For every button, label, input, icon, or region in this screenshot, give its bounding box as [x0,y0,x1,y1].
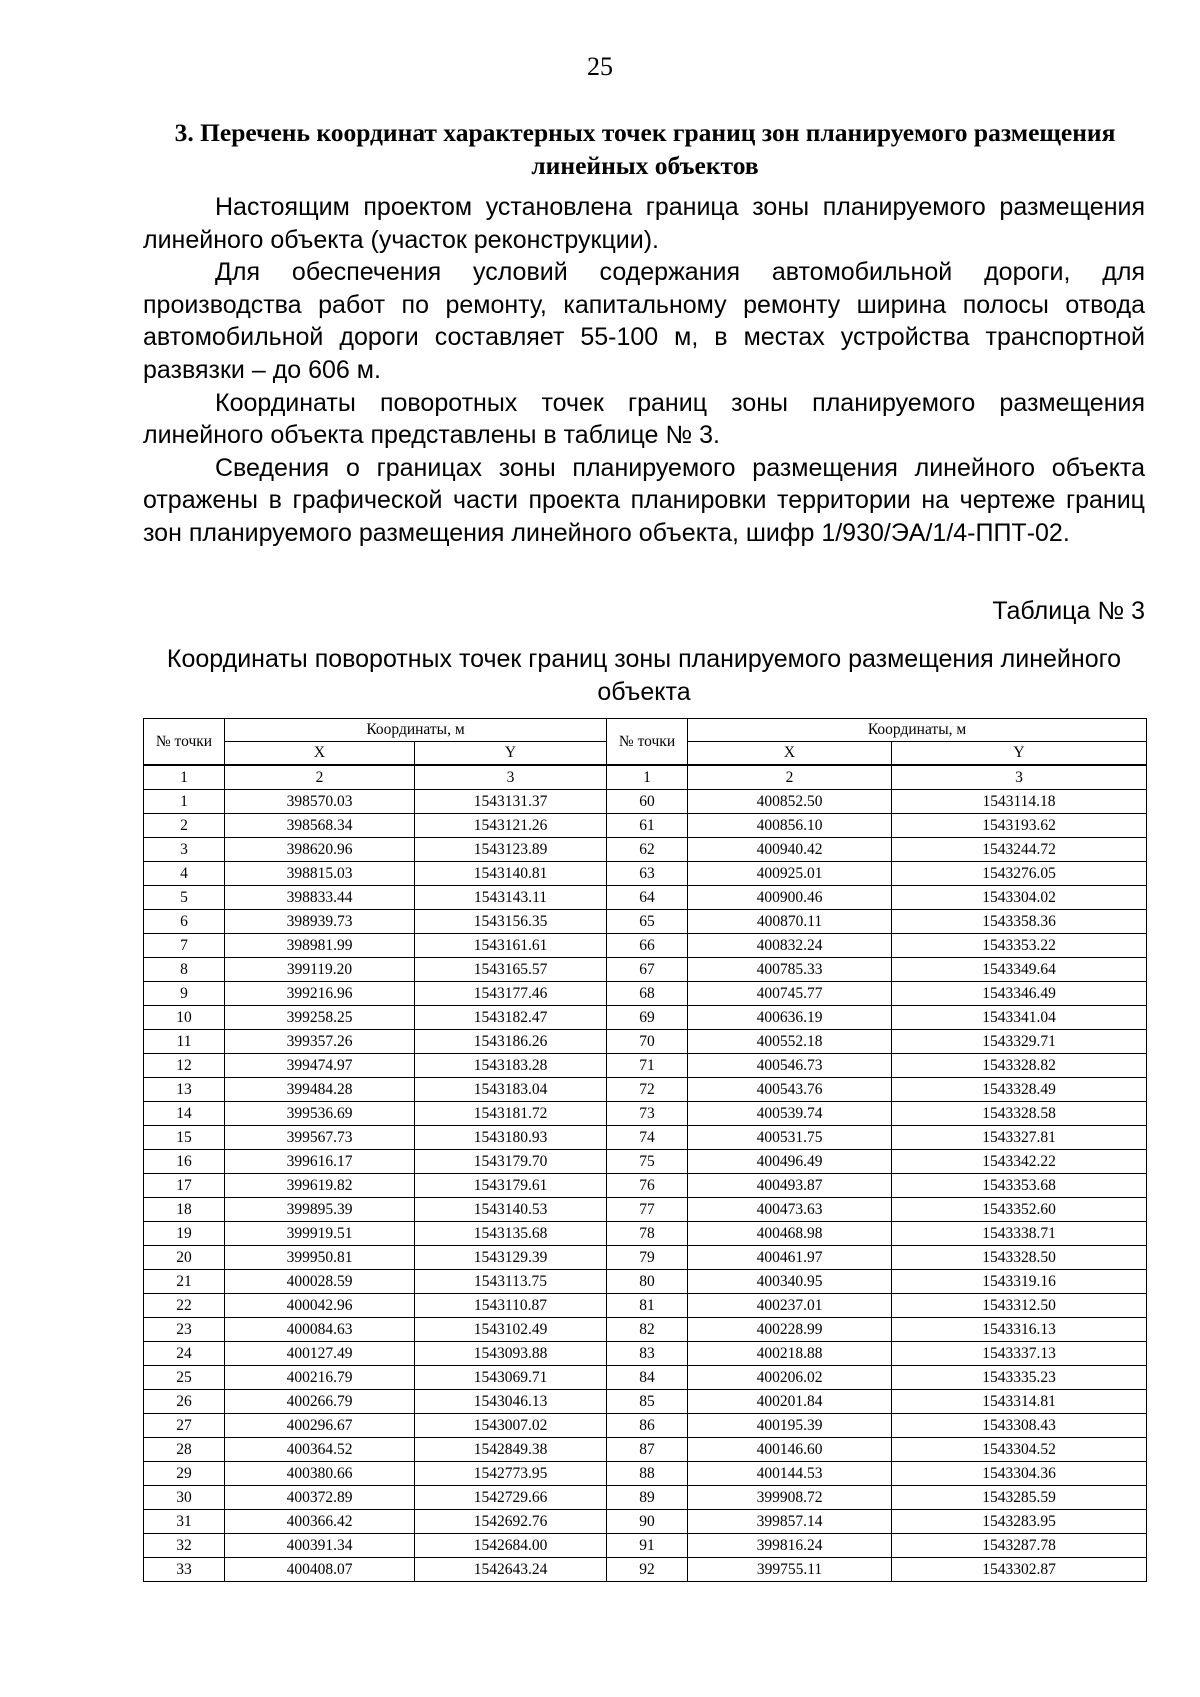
point-number: 5 [144,886,225,910]
x-coordinate: 400940.42 [688,838,892,862]
table-row [144,934,1147,958]
x-coordinate: 399619.82 [225,1174,415,1198]
point-number: 13 [144,1078,225,1102]
table-row [144,1030,1147,1054]
y-coordinate: 1543069.71 [415,1366,607,1390]
point-number: 17 [144,1174,225,1198]
point-number: 10 [144,1006,225,1030]
y-coordinate: 1543328.82 [892,1054,1147,1078]
y-coordinate: 1543143.11 [415,886,607,910]
y-coordinate: 1543177.46 [415,982,607,1006]
y-coordinate: 1543342.22 [892,1150,1147,1174]
y-coordinate: 1543183.04 [415,1078,607,1102]
x-coordinate: 398568.34 [225,814,415,838]
x-coordinate: 400201.84 [688,1390,892,1414]
y-coordinate: 1543308.43 [892,1414,1147,1438]
y-coordinate: 1543244.72 [892,838,1147,862]
y-coordinate: 1542773.95 [415,1462,607,1486]
point-number: 75 [607,1150,688,1174]
point-number: 66 [607,934,688,958]
point-number: 80 [607,1270,688,1294]
x-coordinate: 399119.20 [225,958,415,982]
point-number: 89 [607,1486,688,1510]
point-number: 3 [144,838,225,862]
table-row [144,1414,1147,1438]
y-coordinate: 1543181.72 [415,1102,607,1126]
x-coordinate: 399908.72 [688,1486,892,1510]
y-coordinate: 1543179.70 [415,1150,607,1174]
y-coordinate: 1543358.36 [892,910,1147,934]
y-coordinate: 1543114.18 [892,790,1147,814]
y-coordinate: 1543302.87 [892,1558,1147,1582]
y-coordinate: 1542692.76 [415,1510,607,1534]
x-coordinate: 400636.19 [688,1006,892,1030]
header-coords: Координаты, м [688,719,1147,742]
table-row [144,790,1147,814]
y-coordinate: 1543314.81 [892,1390,1147,1414]
section-heading: 3. Перечень координат характерных точек границ зон планируемого размещения линейных объектов [174,118,1116,180]
column-number: 1 [607,765,688,790]
table-row [144,982,1147,1006]
x-coordinate: 400832.24 [688,934,892,958]
x-coordinate: 399857.14 [688,1510,892,1534]
y-coordinate: 1543129.39 [415,1246,607,1270]
x-coordinate: 400218.88 [688,1342,892,1366]
column-number: 1 [144,765,225,790]
point-number: 87 [607,1438,688,1462]
point-number: 81 [607,1294,688,1318]
point-number: 82 [607,1318,688,1342]
paragraph: Сведения о границах зоны планируемого размещения линейного объекта отражены в графической части проекта планировки территории на чертеже границ зон планируемого размещения линейного объекта, шифр 1/930/ЭА/1/4-ППТ-02. [143,453,1145,547]
x-coordinate: 400228.99 [688,1318,892,1342]
x-coordinate: 400380.66 [225,1462,415,1486]
y-coordinate: 1543165.57 [415,958,607,982]
table-row [144,1054,1147,1078]
x-coordinate: 398570.03 [225,790,415,814]
x-coordinate: 400493.87 [688,1174,892,1198]
y-coordinate: 1543335.23 [892,1366,1147,1390]
point-number: 63 [607,862,688,886]
x-coordinate: 399357.26 [225,1030,415,1054]
point-number: 83 [607,1342,688,1366]
point-number: 9 [144,982,225,1006]
point-number: 29 [144,1462,225,1486]
table-row [144,1174,1147,1198]
x-coordinate: 400237.01 [688,1294,892,1318]
table-row [144,814,1147,838]
x-coordinate: 398939.73 [225,910,415,934]
x-coordinate: 400195.39 [688,1414,892,1438]
y-coordinate: 1543179.61 [415,1174,607,1198]
x-coordinate: 400340.95 [688,1270,892,1294]
y-coordinate: 1543328.58 [892,1102,1147,1126]
y-coordinate: 1543183.28 [415,1054,607,1078]
table-row [144,1510,1147,1534]
table-row [144,1078,1147,1102]
table-row [144,1462,1147,1486]
y-coordinate: 1543110.87 [415,1294,607,1318]
point-number: 19 [144,1222,225,1246]
y-coordinate: 1543328.50 [892,1246,1147,1270]
point-number: 16 [144,1150,225,1174]
x-coordinate: 400496.49 [688,1150,892,1174]
x-coordinate: 400372.89 [225,1486,415,1510]
y-coordinate: 1543327.81 [892,1126,1147,1150]
x-coordinate: 400364.52 [225,1438,415,1462]
point-number: 72 [607,1078,688,1102]
x-coordinate: 399567.73 [225,1126,415,1150]
x-coordinate: 399919.51 [225,1222,415,1246]
point-number: 20 [144,1246,225,1270]
point-number: 86 [607,1414,688,1438]
x-coordinate: 400408.07 [225,1558,415,1582]
point-number: 84 [607,1366,688,1390]
column-numbers-row [144,765,1147,790]
x-coordinate: 400539.74 [688,1102,892,1126]
table-row [144,1534,1147,1558]
point-number: 77 [607,1198,688,1222]
y-coordinate: 1543328.49 [892,1078,1147,1102]
paragraph: Координаты поворотных точек границ зоны планируемого размещения линейного объекта представлены в таблице № 3. [143,388,1145,450]
x-coordinate: 399258.25 [225,1006,415,1030]
column-number: 3 [892,765,1147,790]
point-number: 27 [144,1414,225,1438]
point-number: 18 [144,1198,225,1222]
y-coordinate: 1543319.16 [892,1270,1147,1294]
point-number: 61 [607,814,688,838]
y-coordinate: 1543135.68 [415,1222,607,1246]
x-coordinate: 399816.24 [688,1534,892,1558]
point-number: 68 [607,982,688,1006]
point-number: 7 [144,934,225,958]
point-number: 8 [144,958,225,982]
x-coordinate: 400900.46 [688,886,892,910]
table-row [144,1270,1147,1294]
point-number: 23 [144,1318,225,1342]
table-row [144,910,1147,934]
table-row [144,1486,1147,1510]
y-coordinate: 1543353.68 [892,1174,1147,1198]
y-coordinate: 1543312.50 [892,1294,1147,1318]
header-x: X [688,742,892,766]
x-coordinate: 399216.96 [225,982,415,1006]
y-coordinate: 1542684.00 [415,1534,607,1558]
x-coordinate: 399484.28 [225,1078,415,1102]
y-coordinate: 1543046.13 [415,1390,607,1414]
table-row [144,1102,1147,1126]
x-coordinate: 400084.63 [225,1318,415,1342]
y-coordinate: 1543093.88 [415,1342,607,1366]
y-coordinate: 1543131.37 [415,790,607,814]
y-coordinate: 1543182.47 [415,1006,607,1030]
point-number: 88 [607,1462,688,1486]
paragraph: Настоящим проектом установлена граница зоны планируемого размещения линейного объекта (участок реконструкции). [143,193,1145,254]
x-coordinate: 400146.60 [688,1438,892,1462]
table-row [144,1558,1147,1582]
column-number: 2 [225,765,415,790]
y-coordinate: 1543285.59 [892,1486,1147,1510]
x-coordinate: 400366.42 [225,1510,415,1534]
point-number: 74 [607,1126,688,1150]
x-coordinate: 400473.63 [688,1198,892,1222]
y-coordinate: 1543304.02 [892,886,1147,910]
x-coordinate: 400552.18 [688,1030,892,1054]
y-coordinate: 1542849.38 [415,1438,607,1462]
point-number: 67 [607,958,688,982]
y-coordinate: 1542643.24 [415,1558,607,1582]
y-coordinate: 1543287.78 [892,1534,1147,1558]
point-number: 14 [144,1102,225,1126]
point-number: 30 [144,1486,225,1510]
y-coordinate: 1543341.04 [892,1006,1147,1030]
x-coordinate: 400391.34 [225,1534,415,1558]
table-caption: Координаты поворотных точек границ зоны планируемого размещения линейного объекта [166,645,1122,706]
table-row [144,958,1147,982]
x-coordinate: 400266.79 [225,1390,415,1414]
x-coordinate: 399616.17 [225,1150,415,1174]
point-number: 6 [144,910,225,934]
x-coordinate: 400745.77 [688,982,892,1006]
point-number: 70 [607,1030,688,1054]
table-row [144,1222,1147,1246]
x-coordinate: 400785.33 [688,958,892,982]
y-coordinate: 1543352.60 [892,1198,1147,1222]
table-row [144,1006,1147,1030]
header-y: Y [892,742,1147,766]
y-coordinate: 1543276.05 [892,862,1147,886]
point-number: 11 [144,1030,225,1054]
point-number: 76 [607,1174,688,1198]
point-number: 22 [144,1294,225,1318]
point-number: 71 [607,1054,688,1078]
y-coordinate: 1543121.26 [415,814,607,838]
x-coordinate: 398981.99 [225,934,415,958]
header-x: X [225,742,415,766]
point-number: 31 [144,1510,225,1534]
y-coordinate: 1543353.22 [892,934,1147,958]
body-text [143,191,1145,550]
table-row [144,1390,1147,1414]
y-coordinate: 1543123.89 [415,838,607,862]
y-coordinate: 1543304.36 [892,1462,1147,1486]
x-coordinate: 400216.79 [225,1366,415,1390]
y-coordinate: 1543140.53 [415,1198,607,1222]
y-coordinate: 1543316.13 [892,1318,1147,1342]
x-coordinate: 400925.01 [688,862,892,886]
point-number: 33 [144,1558,225,1582]
point-number: 4 [144,862,225,886]
x-coordinate: 399895.39 [225,1198,415,1222]
y-coordinate: 1543161.61 [415,934,607,958]
point-number: 21 [144,1270,225,1294]
point-number: 24 [144,1342,225,1366]
table-row [144,1126,1147,1150]
y-coordinate: 1543007.02 [415,1414,607,1438]
x-coordinate: 400546.73 [688,1054,892,1078]
table-row [144,1294,1147,1318]
point-number: 85 [607,1390,688,1414]
x-coordinate: 400856.10 [688,814,892,838]
column-number: 3 [415,765,607,790]
point-number: 79 [607,1246,688,1270]
y-coordinate: 1542729.66 [415,1486,607,1510]
point-number: 32 [144,1534,225,1558]
paragraph: Для обеспечения условий содержания автомобильной дороги, для производства работ по ремонту, капитальному ремонту ширина полосы отвода автомобильной дороги составляет 55-100 м, в местах устройства транспортной развязки – до 606 м. [143,258,1145,384]
x-coordinate: 398620.96 [225,838,415,862]
point-number: 1 [144,790,225,814]
table-body [144,765,1147,1582]
point-number: 91 [607,1534,688,1558]
y-coordinate: 1543193.62 [892,814,1147,838]
table-row [144,1318,1147,1342]
table-row [144,1246,1147,1270]
x-coordinate: 399950.81 [225,1246,415,1270]
page-number: 25 [587,52,613,81]
x-coordinate: 398815.03 [225,862,415,886]
header-point-no: № точки [144,719,225,766]
table-row [144,838,1147,862]
y-coordinate: 1543329.71 [892,1030,1147,1054]
x-coordinate: 400028.59 [225,1270,415,1294]
table-row [144,1150,1147,1174]
header-point-no: № точки [607,719,688,766]
x-coordinate: 400468.98 [688,1222,892,1246]
point-number: 69 [607,1006,688,1030]
x-coordinate: 400461.97 [688,1246,892,1270]
y-coordinate: 1543338.71 [892,1222,1147,1246]
point-number: 26 [144,1390,225,1414]
column-number: 2 [688,765,892,790]
x-coordinate: 400543.76 [688,1078,892,1102]
y-coordinate: 1543346.49 [892,982,1147,1006]
coordinates-table [143,718,1147,1582]
point-number: 28 [144,1438,225,1462]
y-coordinate: 1543102.49 [415,1318,607,1342]
table-row [144,1438,1147,1462]
point-number: 65 [607,910,688,934]
y-coordinate: 1543304.52 [892,1438,1147,1462]
point-number: 90 [607,1510,688,1534]
x-coordinate: 400206.02 [688,1366,892,1390]
x-coordinate: 399755.11 [688,1558,892,1582]
header-coords: Координаты, м [225,719,607,742]
point-number: 25 [144,1366,225,1390]
point-number: 15 [144,1126,225,1150]
x-coordinate: 400042.96 [225,1294,415,1318]
table-row [144,886,1147,910]
x-coordinate: 400870.11 [688,910,892,934]
y-coordinate: 1543186.26 [415,1030,607,1054]
y-coordinate: 1543113.75 [415,1270,607,1294]
point-number: 73 [607,1102,688,1126]
point-number: 62 [607,838,688,862]
point-number: 64 [607,886,688,910]
table-row [144,1198,1147,1222]
x-coordinate: 399536.69 [225,1102,415,1126]
x-coordinate: 400144.53 [688,1462,892,1486]
x-coordinate: 398833.44 [225,886,415,910]
table-row [144,1342,1147,1366]
point-number: 60 [607,790,688,814]
y-coordinate: 1543349.64 [892,958,1147,982]
table-row [144,862,1147,886]
y-coordinate: 1543180.93 [415,1126,607,1150]
point-number: 78 [607,1222,688,1246]
y-coordinate: 1543283.95 [892,1510,1147,1534]
y-coordinate: 1543140.81 [415,862,607,886]
x-coordinate: 400531.75 [688,1126,892,1150]
table-row [144,1366,1147,1390]
x-coordinate: 400852.50 [688,790,892,814]
x-coordinate: 400127.49 [225,1342,415,1366]
point-number: 12 [144,1054,225,1078]
point-number: 92 [607,1558,688,1582]
table-label: Таблица № 3 [992,597,1145,625]
header-y: Y [415,742,607,766]
point-number: 2 [144,814,225,838]
x-coordinate: 400296.67 [225,1414,415,1438]
y-coordinate: 1543337.13 [892,1342,1147,1366]
y-coordinate: 1543156.35 [415,910,607,934]
x-coordinate: 399474.97 [225,1054,415,1078]
